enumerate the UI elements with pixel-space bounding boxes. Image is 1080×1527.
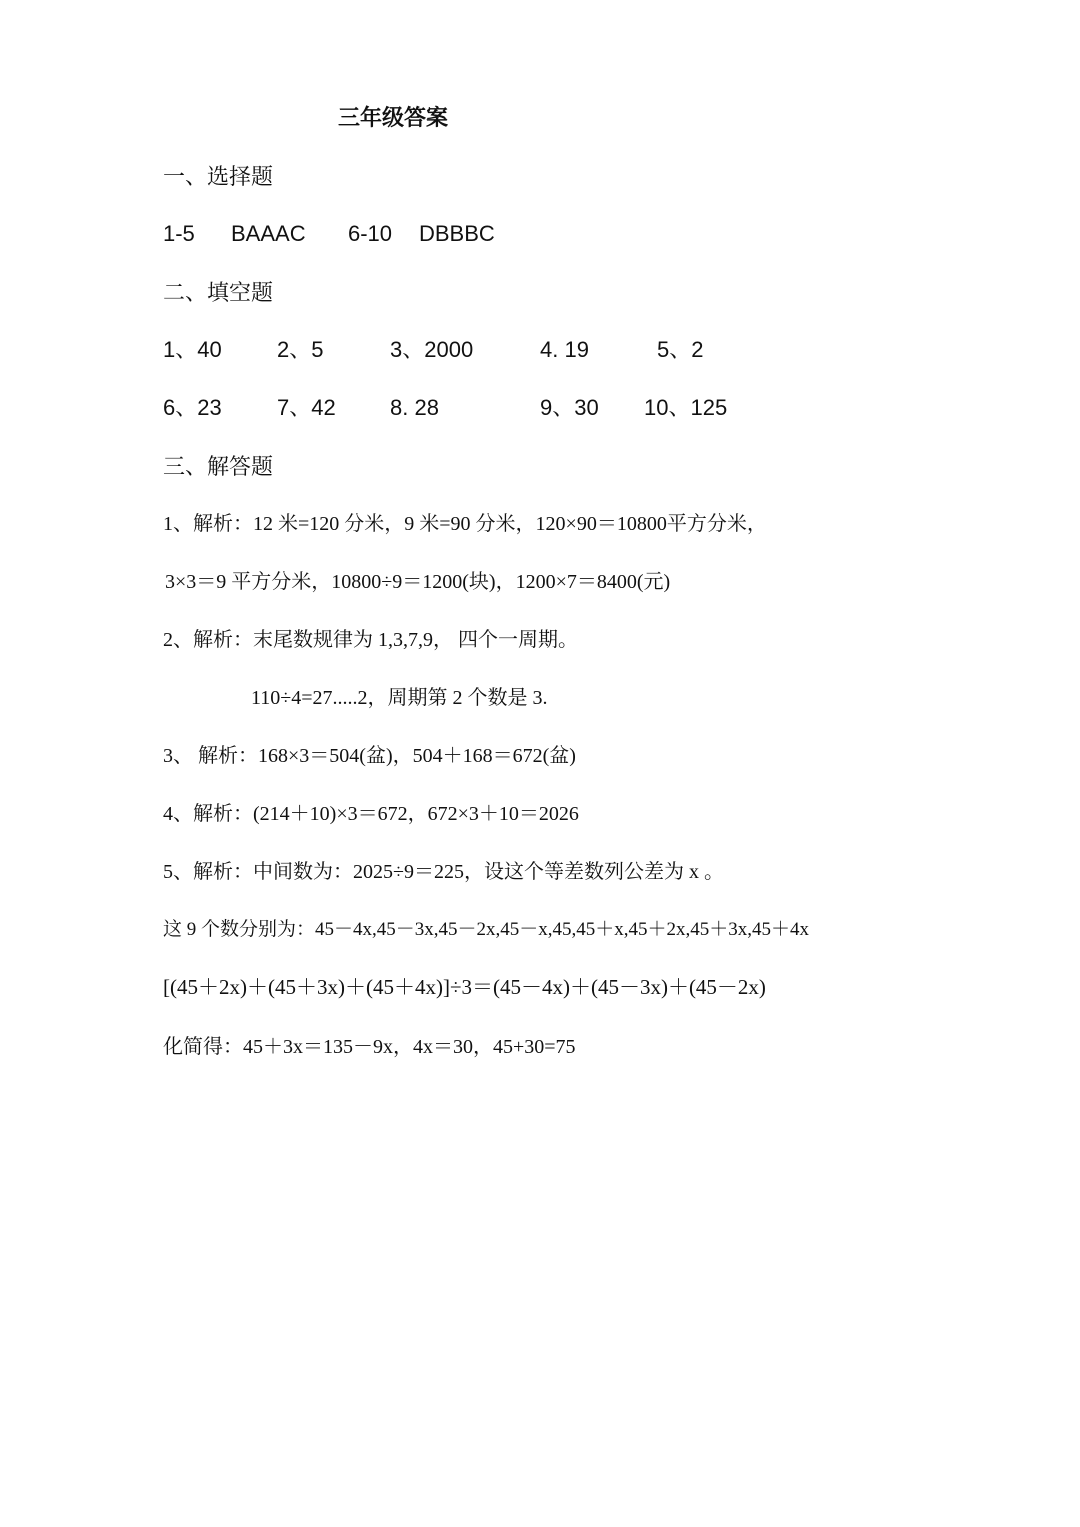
section-heading-choice: 一、选择题 (163, 164, 274, 189)
fill-answer: 8. 28 (390, 395, 439, 420)
fill-answer: 3、2000 (390, 337, 474, 362)
fill-answer: 10、125 (644, 395, 728, 420)
choice-answers-row (0, 223, 1080, 249)
solution-line-3: 2、解析：末尾数规律为 1,3,7,9， 四个一周期。 (163, 629, 578, 651)
section-heading-solve: 三、解答题 (163, 454, 274, 479)
fill-answer: 2、5 (277, 337, 324, 362)
choice-answers-2: DBBBC (419, 221, 495, 246)
solution-line-5: 3、 解析：168×3＝504(盆)，504＋168＝672(盆) (163, 745, 576, 767)
choice-range-2: 6-10 (348, 221, 393, 246)
fill-answer: 4. 19 (540, 337, 589, 362)
solution-line-1: 1、解析：12 米=120 分米，9 米=90 分米，120×90＝10800平方分米， (163, 513, 767, 535)
fill-answer: 1、40 (163, 337, 222, 362)
fill-answer: 6、23 (163, 395, 222, 420)
fill-answer: 5、2 (657, 337, 704, 362)
section-heading-fill: 二、填空题 (163, 280, 274, 305)
fill-answer: 9、30 (540, 395, 599, 420)
fill-answers-row-2 (0, 397, 1080, 423)
fill-answers-row-1 (0, 339, 1080, 365)
page-title: 三年级答案 (338, 105, 449, 130)
solution-line-10: 化简得：45＋3x＝135－9x，4x＝30，45+30=75 (163, 1036, 576, 1058)
solution-line-4: 110÷4=27.....2，周期第 2 个数是 3. (251, 687, 548, 709)
solution-line-2: 3×3＝9 平方分米，10800÷9＝1200(块)，1200×7＝8400(元) (165, 571, 671, 593)
fill-answer: 7、42 (277, 395, 336, 420)
choice-answers-1: BAAAC (231, 221, 306, 246)
solution-line-6: 4、解析：(214＋10)×3＝672，672×3＋10＝2026 (163, 803, 579, 825)
solution-line-8: 这 9 个数分别为：45－4x,45－3x,45－2x,45－x,45,45＋x,45＋2x,45＋3x,45＋4x (163, 919, 810, 940)
solution-line-7: 5、解析：中间数为：2025÷9＝225，设这个等差数列公差为 x 。 (163, 861, 724, 883)
solution-line-9: [(45＋2x)＋(45＋3x)＋(45＋4x)]÷3＝(45－4x)＋(45－3x)＋(45－2x) (163, 975, 766, 999)
choice-range-1: 1-5 (163, 221, 195, 246)
